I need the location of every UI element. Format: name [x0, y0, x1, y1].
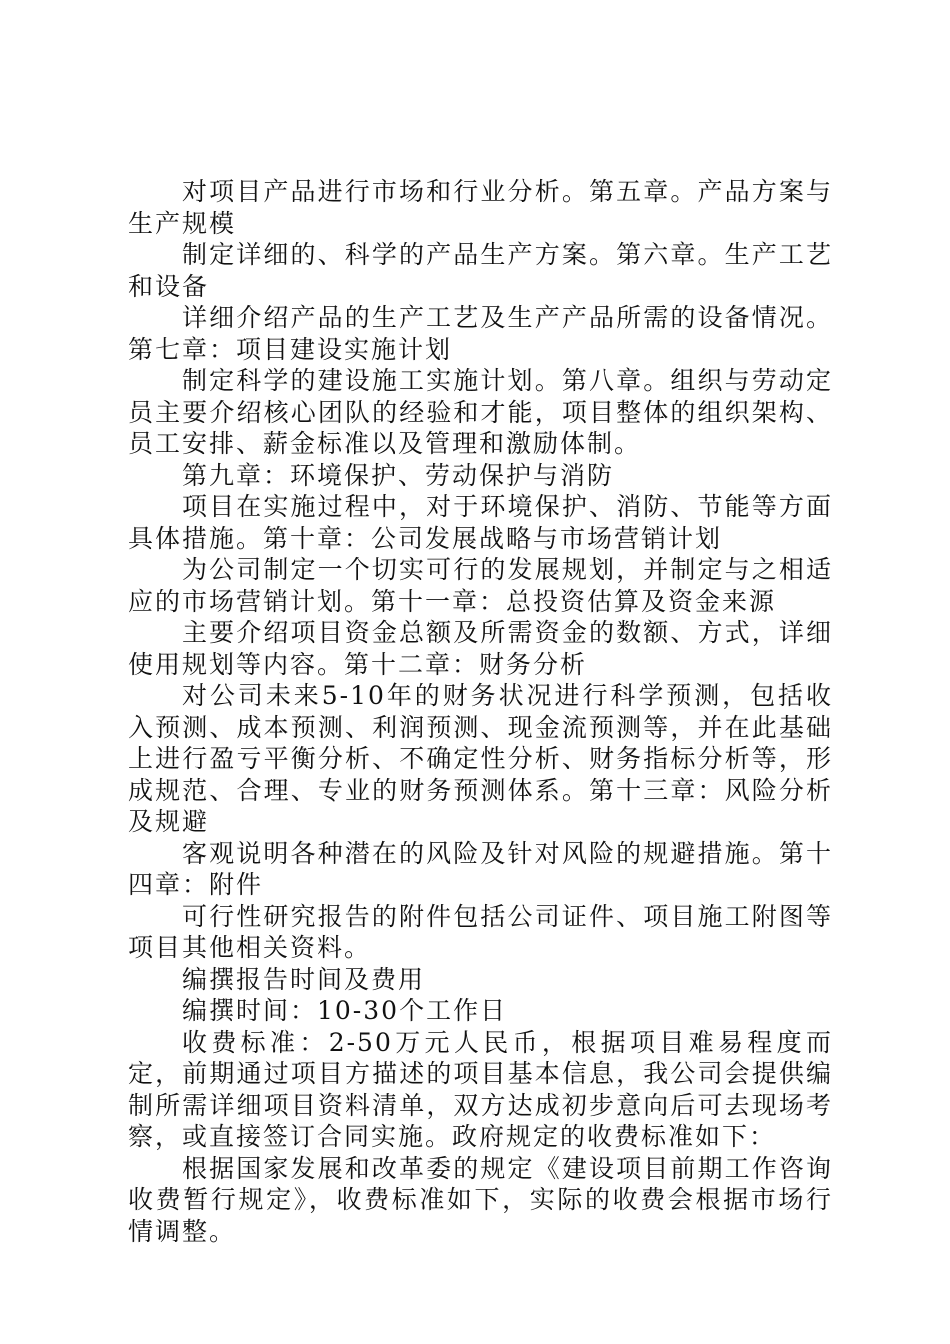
paragraph-chapter-nine: 第九章：环境保护、劳动保护与消防 [182, 460, 615, 490]
paragraph-writing-time: 编撰时间：10-30个工作日 [182, 996, 508, 1025]
paragraph-risk: 客观说明各种潜在的风险及针对风险的规避措施。第十四章：附件 [128, 838, 833, 899]
paragraph-financial-forecast: 对公司未来5-10年的财务状况进行科学预测，包括收入预测、成本预测、利润预测、现金流预测等，并在此基础上进行盈亏平衡分析、不确定性分析、财务指标分析等，形成规范、合理、专业的财务预测体系。第十三章：风险分析及规避 [128, 681, 833, 836]
paragraph-time-and-fee-heading: 编撰报告时间及费用 [182, 964, 426, 994]
document-body [128, 176, 833, 1247]
paragraph-regulation: 根据国家发展和改革委的规定《建设项目前期工作咨询收费暂行规定》，收费标准如下，实际的收费会根据市场行情调整。 [128, 1153, 833, 1246]
paragraph-development-plan: 为公司制定一个切实可行的发展规划，并制定与之相适应的市场营销计划。第十一章：总投资估算及资金来源 [128, 555, 833, 616]
paragraph-environment-measures: 项目在实施过程中，对于环境保护、消防、节能等方面具体措施。第十章：公司发展战略与市场营销计划 [128, 492, 833, 553]
paragraph-fee-standard: 收费标准：2-50万元人民币，根据项目难易程度而定，前期通过项目方描述的项目基本信息，我公司会提供编制所需详细项目资料清单，双方达成初步意向后可去现场考察，或直接签订合同实施。政府规定的收费标准如下： [128, 1027, 833, 1151]
paragraph-funding: 主要介绍项目资金总额及所需资金的数额、方式，详细使用规划等内容。第十二章：财务分析 [128, 618, 833, 679]
paragraph-attachments: 可行性研究报告的附件包括公司证件、项目施工附图等项目其他相关资料。 [128, 901, 833, 962]
paragraph-product-analysis: 对项目产品进行市场和行业分析。第五章。产品方案与生产规模 [128, 177, 833, 238]
paragraph-production-plan: 制定详细的、科学的产品生产方案。第六章。生产工艺和设备 [128, 240, 833, 301]
paragraph-construction-plan: 制定科学的建设施工实施计划。第八章。组织与劳动定员主要介绍核心团队的经验和才能，项目整体的组织架构、员工安排、薪金标准以及管理和激励体制。 [128, 366, 833, 458]
paragraph-process-equipment: 详细介绍产品的生产工艺及生产产品所需的设备情况。第七章：项目建设实施计划 [128, 303, 833, 364]
